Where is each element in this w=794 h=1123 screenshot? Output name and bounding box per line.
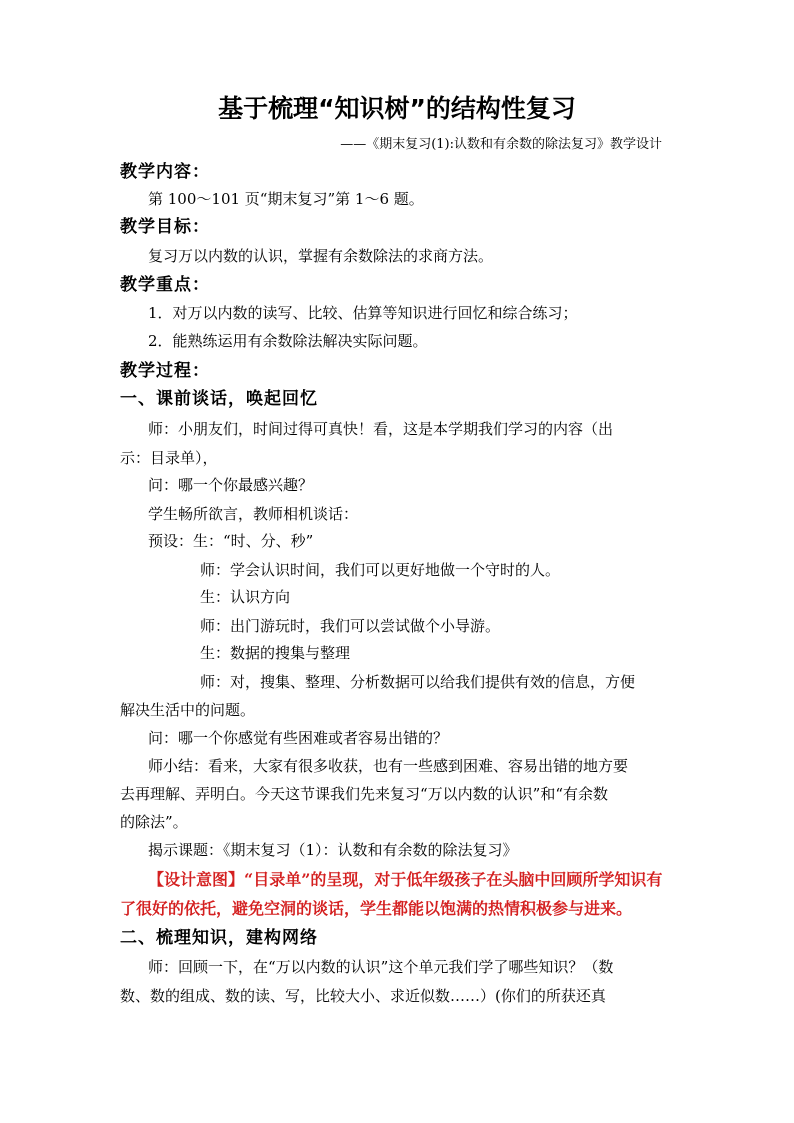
- part1-line: 的除法”。: [120, 813, 188, 831]
- key-point-1: 1．对万以内数的读写、比较、估算等知识进行回忆和综合练习；: [148, 304, 578, 322]
- heading-part-2: 二、梳理知识，建构网络: [120, 928, 318, 948]
- part1-line: 去再理解、弄明白。今天这节课我们先来复习“万以内数的认识”和“有余数: [120, 785, 609, 803]
- part1-line: 预设：生：“时、分、秒”: [148, 532, 314, 550]
- part1-line: 问：哪一个你感觉有些困难或者容易出错的？: [148, 729, 449, 747]
- part1-line: 师：出门游玩时，我们可以尝试做个小导游。: [200, 617, 501, 635]
- key-point-2: 2．能熟练运用有余数除法解决实际问题。: [148, 332, 428, 350]
- part2-line: 师：回顾一下，在“万以内数的认识”这个单元我们学了哪些知识？（数: [148, 958, 614, 976]
- teaching-goal-text: 复习万以内数的认识，掌握有余数除法的求商方法。: [148, 247, 494, 265]
- part2-line: 数、数的组成、数的读、写，比较大小、求近似数……）(你们的所获还真: [120, 987, 606, 1005]
- part1-line: 师：学会认识时间，我们可以更好地做一个守时的人。: [200, 561, 561, 579]
- part1-line: 示：目录单），: [120, 449, 218, 467]
- part1-line: 问：哪一个你最感兴趣？: [148, 476, 314, 494]
- part1-line: 解决生活中的问题。: [120, 701, 256, 719]
- part1-line: 生：数据的搜集与整理: [200, 644, 351, 662]
- part1-line: 师：对，搜集、整理、分析数据可以给我们提供有效的信息，方便: [200, 673, 636, 691]
- document-title: 基于梳理“知识树”的结构性复习: [218, 94, 576, 123]
- heading-teaching-process: 教学过程：: [120, 361, 210, 381]
- part1-line: 师：小朋友们，时间过得可真快！看，这是本学期我们学习的内容（出: [148, 420, 614, 438]
- part1-line: 师小结：看来，大家有很多收获，也有一些感到困难、容易出错的地方要: [148, 757, 629, 775]
- part1-line: 揭示课题：《期末复习（1）：认数和有余数的除法复习》: [148, 841, 518, 859]
- heading-teaching-goal: 教学目标：: [120, 217, 210, 237]
- document-subtitle: ——《期末复习(1):认数和有余数的除法复习》教学设计: [340, 137, 662, 152]
- part1-line: 学生畅所欲言，教师相机谈话：: [148, 505, 359, 523]
- heading-teaching-content: 教学内容：: [120, 162, 210, 182]
- heading-key-points: 教学重点：: [120, 275, 210, 295]
- design-intent-line-1: 【设计意图】“目录单”的呈现，对于低年级孩子在头脑中回顾所学知识有: [148, 870, 663, 889]
- heading-part-1: 一、课前谈话，唤起回忆: [120, 389, 318, 409]
- design-intent-line-2: 了很好的依托，避免空洞的谈话，学生都能以饱满的热情积极参与进来。: [120, 899, 633, 918]
- teaching-content-text: 第 100～101 页“期末复习”第 1～6 题。: [148, 190, 424, 208]
- part1-line: 生：认识方向: [200, 588, 291, 606]
